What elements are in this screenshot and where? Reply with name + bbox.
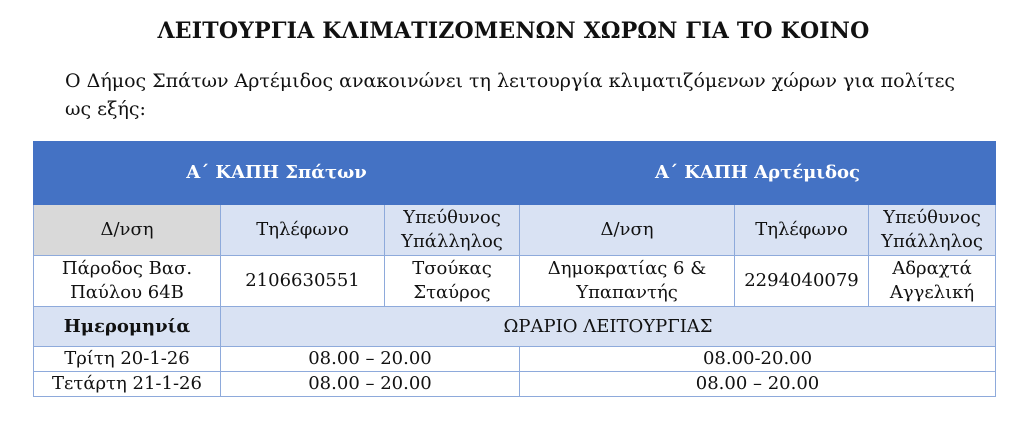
venue-details-row: [34, 256, 996, 307]
schedule-table: [33, 141, 996, 397]
column-header-row: [34, 205, 996, 256]
phone-spata: 2106630551: [221, 256, 385, 307]
day-date: Τετάρτη 21-1-26: [34, 372, 221, 397]
person-spata-line1: Τσούκας: [412, 258, 492, 279]
hours-header-row: [34, 307, 996, 347]
address-spata-line1: Πάροδος Βασ.: [61, 258, 193, 279]
person-artemida-line1: Αδραχτά: [892, 258, 972, 279]
date-header: Ημερομηνία: [34, 307, 221, 347]
col-address-left: Δ/νση: [34, 205, 221, 256]
col-responsible-right-line2: Υπάλληλος: [881, 231, 983, 252]
day-date: Τρίτη 20-1-26: [34, 347, 221, 372]
day-hours-artemida: 08.00-20.00: [520, 347, 996, 372]
person-artemida: [869, 256, 996, 307]
day-hours-spata: 08.00 – 20.00: [221, 347, 520, 372]
intro-paragraph: Ο Δήμος Σπάτων Αρτέμιδος ανακοινώνει τη λειτουργία κλιματιζόμενων χώρων για πολίτες ως εξής:: [65, 70, 956, 120]
table-row: [34, 347, 996, 372]
phone-artemida: 2294040079: [735, 256, 869, 307]
address-artemida-line2: Υπαπαντής: [576, 282, 678, 303]
venue-header-row: [34, 142, 996, 205]
person-artemida-line2: Αγγελική: [889, 282, 975, 303]
venue-header-artemida: Α΄ ΚΑΠΗ Αρτέμιδος: [520, 142, 996, 205]
day-hours-spata: 08.00 – 20.00: [221, 372, 520, 397]
col-responsible-right-line1: Υπεύθυνος: [883, 207, 981, 228]
col-phone-left: Τηλέφωνο: [221, 205, 385, 256]
table-row: [34, 372, 996, 397]
address-spata-line2: Παύλου 64Β: [70, 282, 184, 303]
col-responsible-left-line2: Υπάλληλος: [401, 231, 503, 252]
person-spata-line2: Σταύρος: [413, 282, 491, 303]
col-phone-right: Τηλέφωνο: [735, 205, 869, 256]
page-title: ΛΕΙΤΟΥΡΓΙΑ ΚΛΙΜΑΤΙΖΟΜΕΝΩΝ ΧΩΡΩΝ ΓΙΑ ΤΟ ΚΟΙΝΟ: [157, 18, 870, 44]
col-address-right: Δ/νση: [520, 205, 735, 256]
address-artemida-line1: Δημοκρατίας 6 &: [547, 258, 707, 279]
hours-header: ΩΡΑΡΙΟ ΛΕΙΤΟΥΡΓΙΑΣ: [221, 307, 996, 347]
address-artemida: [520, 256, 735, 307]
day-hours-artemida: 08.00 – 20.00: [520, 372, 996, 397]
address-spata: [34, 256, 221, 307]
col-responsible-left: [385, 205, 520, 256]
col-responsible-right: [869, 205, 996, 256]
person-spata: [385, 256, 520, 307]
venue-header-spata: Α΄ ΚΑΠΗ Σπάτων: [34, 142, 520, 205]
col-responsible-left-line1: Υπεύθυνος: [403, 207, 501, 228]
